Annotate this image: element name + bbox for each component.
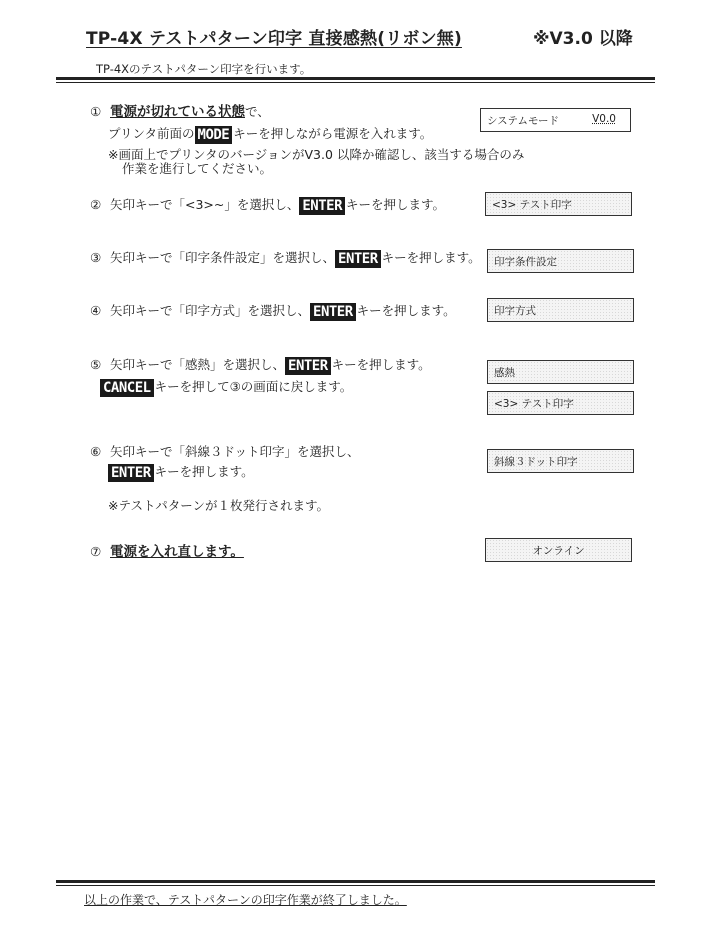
step-6-number: ⑥: [90, 444, 102, 459]
step-3-pre: 矢印キーで「印字条件設定」を選択し、: [110, 250, 336, 265]
step-1: [90, 103, 270, 121]
step-6-pre: 矢印キーで「斜線３ドット印字」を選択し、: [110, 444, 360, 459]
cancel-key: CANCEL: [100, 379, 154, 397]
display-online: オンライン: [485, 538, 632, 562]
step-5-pre: 矢印キーで「感熱」を選択し、: [110, 357, 286, 372]
footer-divider-thick: [56, 880, 655, 883]
step-5-cancel: [100, 378, 352, 397]
step-1-title: 電源が切れている状態: [110, 104, 245, 120]
display-system-mode: [480, 108, 631, 132]
step-1-instruction: [108, 125, 432, 144]
step-3-number: ③: [90, 250, 102, 265]
enter-key: ENTER: [299, 197, 345, 215]
step-5-post2: キーを押して③の画面に戻します。: [154, 379, 353, 394]
step-1-note-2: 作業を進行してください。: [122, 161, 273, 176]
page-title: TP-4X テストパターン印字 直接感熱(リボン無): [86, 29, 462, 49]
enter-key: ENTER: [285, 357, 331, 375]
step-5-number: ⑤: [90, 357, 102, 372]
step-3: [90, 249, 481, 268]
display-print-method: 印字方式: [487, 298, 634, 322]
step-4-pre: 矢印キーで「印字方式」を選択し、: [110, 303, 311, 318]
step-5: [90, 356, 431, 375]
step-7: [90, 543, 244, 561]
step-7-number: ⑦: [90, 544, 102, 559]
step-6: [90, 443, 360, 461]
step-1-post: キーを押しながら電源を入れます。: [233, 126, 433, 141]
step-6-note: ※テストパターンが１枚発行されます。: [108, 498, 329, 513]
enter-key: ENTER: [108, 464, 154, 482]
step-3-post: キーを押します。: [381, 250, 481, 265]
step-4-number: ④: [90, 303, 102, 318]
step-5-post: キーを押します。: [331, 357, 431, 372]
mode-key: MODE: [195, 126, 233, 144]
step-1-note-1: ※画面上でプリンタのバージョンがV3.0 以降か確認し、該当する場合のみ: [108, 147, 525, 162]
completion-message: 以上の作業で、テストパターンの印字作業が終了しました。: [84, 893, 407, 907]
display-diagonal-print: 斜線３ドット印字: [487, 449, 634, 473]
step-2: [90, 196, 445, 215]
step-6-instruction: [108, 463, 254, 482]
step-2-number: ②: [90, 197, 102, 212]
version-requirement: ※V3.0 以降: [533, 29, 633, 49]
step-4-post: キーを押します。: [356, 303, 456, 318]
step-2-pre: 矢印キーで「<3>~」を選択し、: [110, 197, 300, 212]
display-system-mode-version: V0.0: [592, 113, 616, 125]
display-system-mode-text: システムモード: [487, 115, 560, 127]
step-4: [90, 302, 456, 321]
display-test-print: <3> テスト印字: [485, 192, 632, 216]
step-1-number: ①: [90, 104, 102, 119]
enter-key: ENTER: [335, 250, 381, 268]
enter-key: ENTER: [310, 303, 356, 321]
step-2-post: キーを押します。: [346, 197, 446, 212]
step-7-title: 電源を入れ直します。: [110, 544, 244, 560]
display-test-print-return: <3> テスト印字: [487, 391, 634, 415]
display-print-condition: 印字条件設定: [487, 249, 634, 273]
header-divider-thin: [56, 82, 655, 83]
footer-divider-thin: [56, 885, 655, 886]
display-thermal: 感熱: [487, 360, 634, 384]
step-1-title-suffix: で、: [245, 104, 270, 119]
step-6-post: キーを押します。: [154, 464, 254, 479]
step-1-pre: プリンタ前面の: [108, 126, 195, 141]
header-divider-thick: [56, 77, 655, 80]
page-subtitle: TP-4Xのテストパターン印字を行います。: [96, 62, 312, 76]
